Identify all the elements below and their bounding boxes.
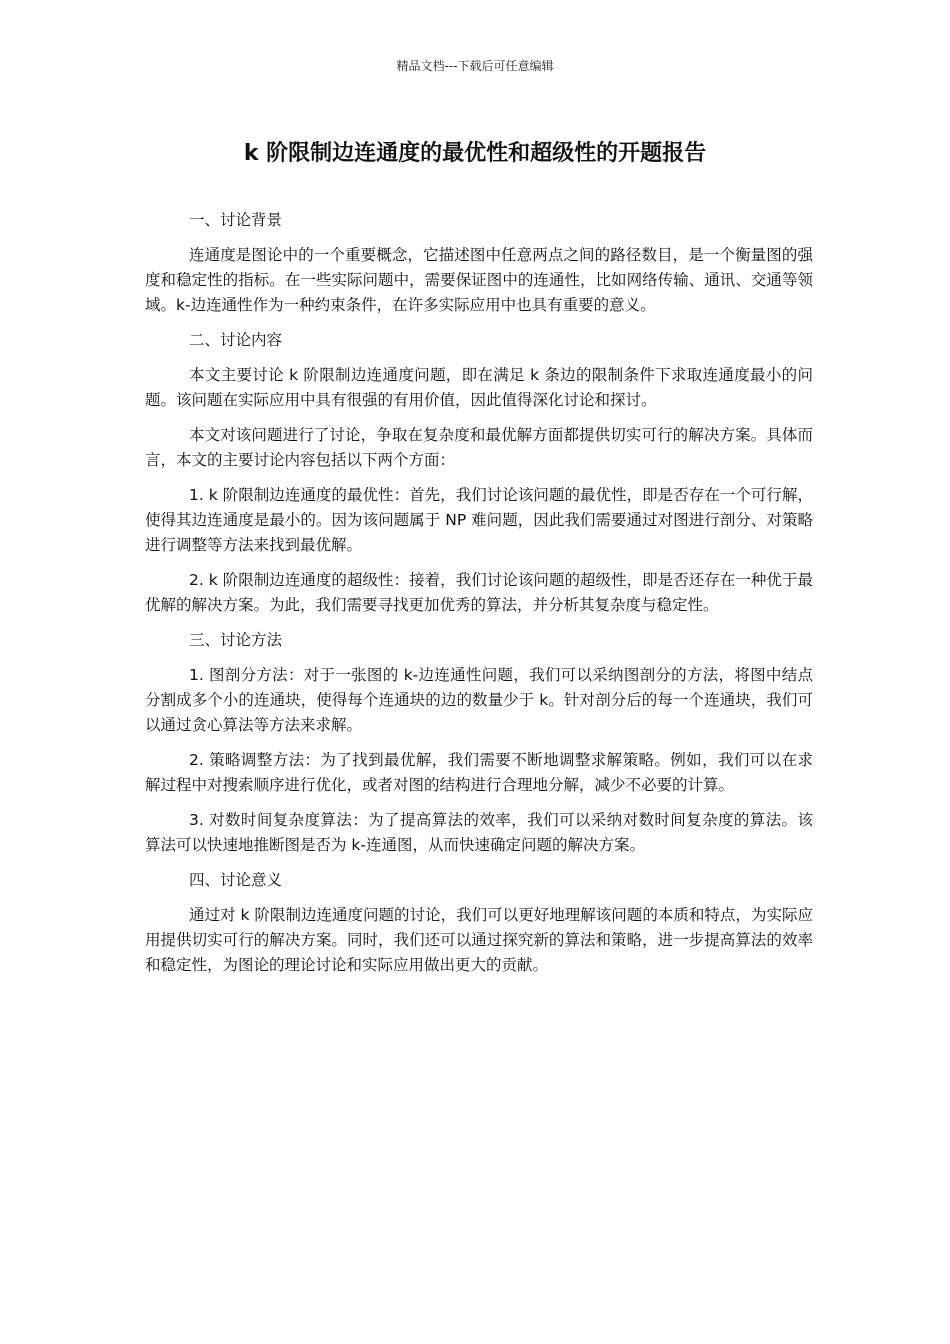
paragraph: 本文对该问题进行了讨论，争取在复杂度和最优解方面都提供切实可行的解决方案。具体而言，本文的主要讨论内容包括以下两个方面：: [145, 426, 813, 469]
paragraph: 通过对 k 阶限制边连通度问题的讨论，我们可以更好地理解该问题的本质和特点，为实际应用提供切实可行的解决方案。同时，我们还可以通过探究新的算法和策略，进一步提高算法的效率和稳定性，为图论的理论讨论和实际应用做出更大的贡献。: [145, 906, 813, 974]
section-heading: 三、讨论方法: [189, 631, 283, 649]
section-heading: 一、讨论背景: [189, 211, 283, 229]
paragraph: 3. 对数时间复杂度算法：为了提高算法的效率，我们可以采纳对数时间复杂度的算法。该算法可以快速地推断图是否为 k-连通图，从而快速确定问题的解决方案。: [145, 811, 813, 854]
paragraph: 1. 图剖分方法：对于一张图的 k-边连通性问题，我们可以采纳图剖分的方法，将图中结点分割成多个小的连通块，使得每个连通块的边的数量少于 k。针对剖分后的每一个连通块，我们可以通过贪心算法等方法来求解。: [145, 666, 814, 734]
section-significance: [145, 868, 813, 978]
section-methods: [145, 628, 813, 858]
section-background: [145, 208, 813, 318]
header-note: 精品文档---下载后可任意编辑: [396, 59, 554, 73]
paragraph: 本文主要讨论 k 阶限制边连通度问题，即在满足 k 条边的限制条件下求取连通度最小的问题。该问题在实际应用中具有很强的有用价值，因此值得深化讨论和探讨。: [145, 366, 813, 409]
document-title: k 阶限制边连通度的最优性和超级性的开题报告: [243, 141, 707, 166]
paragraph: 1. k 阶限制边连通度的最优性：首先，我们讨论该问题的最优性，即是否存在一个可行解，使得其边连通度是最小的。因为该问题属于 NP 难问题，因此我们需要通过对图进行剖分、对策略进行调整等方法来找到最优解。: [145, 486, 813, 554]
paragraph: 2. k 阶限制边连通度的超级性：接着，我们讨论该问题的超级性，即是否还存在一种优于最优解的解决方案。为此，我们需要寻找更加优秀的算法，并分析其复杂度与稳定性。: [145, 571, 813, 614]
paragraph: 连通度是图论中的一个重要概念，它描述图中任意两点之间的路径数目，是一个衡量图的强度和稳定性的指标。在一些实际问题中，需要保证图中的连通性，比如网络传输、通讯、交通等领域。k-边连通性作为一种约束条件，在许多实际应用中也具有重要的意义。: [145, 246, 813, 314]
section-heading: 二、讨论内容: [189, 331, 283, 349]
section-content: [145, 328, 813, 618]
document-body: [145, 208, 813, 988]
section-heading: 四、讨论意义: [189, 871, 283, 889]
paragraph: 2. 策略调整方法：为了找到最优解，我们需要不断地调整求解策略。例如，我们可以在求解过程中对搜索顺序进行优化，或者对图的结构进行合理地分解，减少不必要的计算。: [145, 751, 813, 794]
